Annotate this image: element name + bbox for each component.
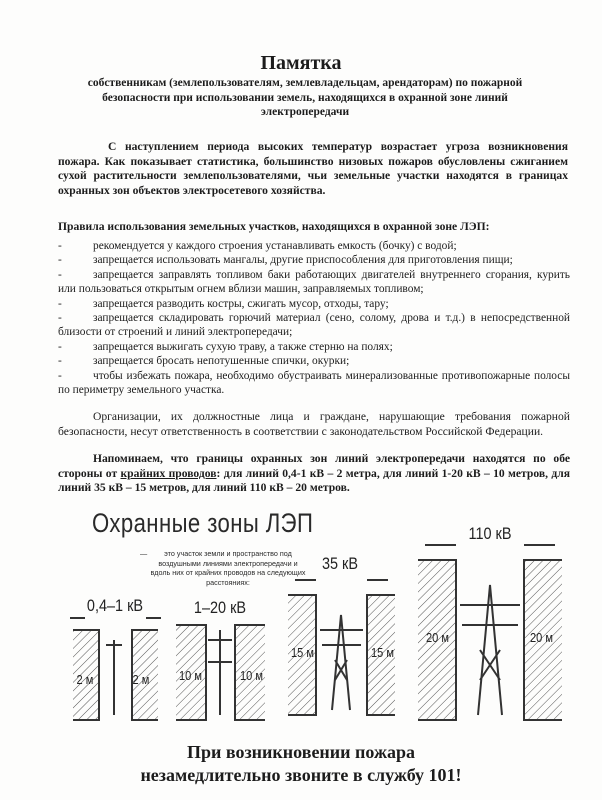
footer-line-2: незамедлительно звоните в службу 101! [140,765,462,785]
rule-marker: - [58,312,62,325]
distance-label: 15 м [291,645,314,660]
distance-label: 20 м [426,630,449,645]
rule-item: - запрещается выжигать сухую траву, а также стерню на полях; [58,340,393,353]
rule-marker: - [58,254,62,267]
distance-label: 2 м [132,672,150,687]
footer-call-to-action [0,741,602,787]
distance-label: 10 м [179,668,202,683]
rules-heading: Правила использования земельных участков, находящихся в охранной зоне ЛЭП: [58,220,490,233]
voltage-label: 0,4–1 кВ [86,596,144,615]
footer-line-1: При возникновении пожара [186,742,416,762]
rule-marker: - [58,340,62,353]
memo-subtitle: собственникам (землепользователям, землевладельцам, арендаторам) по пожарной безопасности при использовании земель, находящихся в охранной зоне линий электропередачи [87,77,523,118]
rule-marker: - [58,355,62,368]
reminder-paragraph: Напоминаем, что границы охранных зон линий электропередачи находятся по обе стороны от крайних проводов: для линий 0,4-1 кВ – 2 метра, для линий 1-20 кВ – 10 метров, для линий 35 кВ – 15 метров, для линий 110 кВ – 20 метров. [58,452,570,495]
infographic-description: — это участок земли и пространство под воздушными линиями электропередачи и вдоль них от крайних проводов на следующих расстояниях: [140,549,306,587]
distance-label: 15 м [371,645,394,660]
rule-item: - запрещается разводить костры, сжигать мусор, отходы, тару; [58,297,389,310]
responsibility-paragraph: Организации, их должностные лица и граждане, нарушающие требования пожарной безопасности, несут ответственность в соответствии с законодательством Российской Федерации. [58,410,570,438]
distance-label: 2 м [76,672,94,687]
infographic-title: Охранные зоны ЛЭП [92,508,314,538]
rule-marker: - [58,240,62,252]
voltage-label: 110 кВ [468,524,512,543]
rule-item: - запрещается бросать непотушенные спички, окурки; [58,355,350,368]
underlined-phrase: крайних проводов [120,466,217,480]
rule-item: - рекомендуется у каждого строения устанавливать емкость (бочку) с водой; [58,240,457,252]
distance-label: 10 м [240,668,263,683]
rule-marker: - [58,268,62,281]
rule-item: - запрещается складировать горючий материал (сено, солому, дрова и т.д.) в непосредственной близости от строений и линий электропередачи; [58,312,570,339]
intro-paragraph: С наступлением периода высоких температур возрастает угроза возникновения пожара. Как показывает статистика, большинство низовых пожаров обусловлены сжиганием сухой растительности землепользователями, чьи земельные участки находятся в границах охранных зон объектов электросетевого хозяйства. [58,140,568,197]
rule-item: - запрещается заправлять топливом баки работающих двигателей внутреннего сгорания, курить или пользоваться открытым огнем вблизи машин, заправляемых топливом; [58,268,570,296]
memo-title: Памятка [260,52,342,74]
distance-label: 20 м [530,630,553,645]
rule-item: - чтобы избежать пожара, необходимо обустраивать минерализованные противопожарные полосы по периметру земельного участка. [58,369,570,397]
voltage-label: 35 кВ [321,554,359,573]
rule-item: - запрещается использовать мангалы, другие приспособления для приготовления пищи; [58,254,513,267]
voltage-label: 1–20 кВ [193,598,247,617]
rule-marker: - [58,369,62,382]
rule-marker: - [58,297,62,310]
